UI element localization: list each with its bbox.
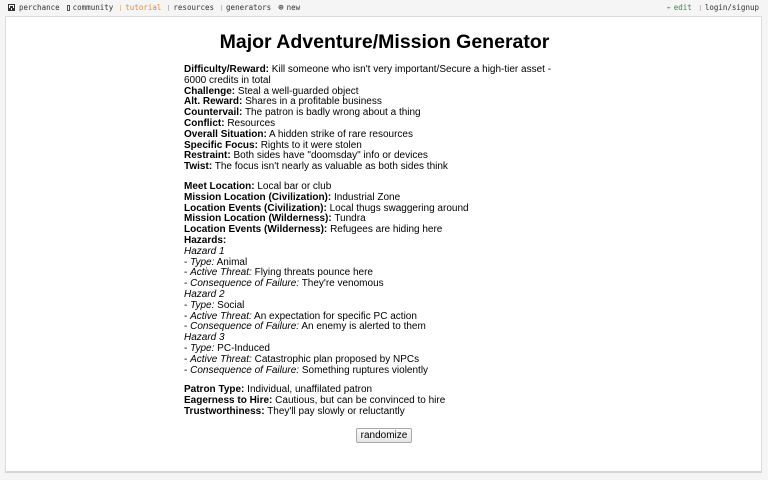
field-label: Mission Location (Civilization):: [184, 191, 332, 203]
field-value: Rights to it were stolen: [260, 139, 362, 151]
hazard-2: [184, 290, 568, 333]
hazard-threat-label: Active Threat:: [190, 353, 252, 365]
hazard-threat-value: Catastrophic plan proposed by NPCs: [254, 353, 420, 365]
hazard-type-value: PC-Induced: [217, 342, 270, 354]
field-label: Restraint:: [184, 150, 231, 162]
nav-new[interactable]: [278, 3, 300, 12]
hazard-consequence: [184, 366, 568, 377]
hazard-consequence-value: An enemy is alerted to them: [301, 321, 426, 333]
hazard-consequence-value: Something ruptures violently: [301, 364, 429, 376]
dash: -: [184, 364, 191, 376]
pencil-icon: ✏: [667, 3, 671, 11]
field-value: Resources: [227, 117, 276, 129]
hazard-title-text: Hazard 3: [184, 332, 225, 344]
field-twist: [184, 162, 568, 173]
dash: -: [184, 267, 191, 279]
field-label: Specific Focus:: [184, 139, 258, 151]
field-label: Eagerness to Hire:: [184, 395, 273, 407]
field-label: Trustworthiness:: [184, 405, 265, 417]
nav-login-signup[interactable]: [700, 3, 759, 12]
field-label: Conflict:: [184, 117, 225, 129]
field-label: Location Events (Wilderness):: [184, 224, 328, 236]
field-location-events-wild: [184, 225, 568, 236]
nav-community[interactable]: [67, 3, 114, 12]
dash: -: [184, 342, 191, 354]
tutorial-icon: [120, 5, 121, 11]
user-icon: [700, 5, 701, 11]
field-value: A hidden strike of rare resources: [269, 128, 413, 140]
dash: -: [184, 256, 191, 268]
field-label: Difficulty/Reward:: [184, 64, 270, 75]
resources-icon: [168, 5, 169, 11]
perchance-logo-icon: [8, 4, 15, 11]
field-value: Steal a well-guarded object: [237, 85, 359, 97]
generator-output: [184, 65, 568, 418]
nav-perchance[interactable]: [8, 3, 60, 12]
dash: -: [184, 299, 191, 311]
hazard-consequence: [184, 322, 568, 333]
field-label: Overall Situation:: [184, 128, 267, 140]
field-value: Shares in a profitable business: [245, 96, 382, 108]
nav-tutorial[interactable]: [120, 3, 161, 12]
hazard-title-text: Hazard 1: [184, 245, 225, 257]
hazard-threat-value: An expectation for specific PC action: [254, 310, 417, 322]
hazard-consequence: [184, 279, 568, 290]
randomize-button[interactable]: randomize: [356, 428, 412, 443]
field-value: Industrial Zone: [334, 191, 401, 203]
field-label: Challenge:: [184, 85, 236, 97]
nav-resources-label: resources: [173, 3, 215, 12]
hazard-type-label: Type:: [190, 342, 215, 354]
nav-generators[interactable]: [221, 3, 271, 12]
nav-tutorial-label: tutorial: [125, 3, 162, 12]
dash: -: [184, 353, 191, 365]
field-difficulty-reward: [184, 65, 568, 87]
nav-community-label: community: [72, 3, 114, 12]
hazard-type-label: Type:: [190, 299, 215, 311]
field-value: Both sides have "doomsday" info or devices: [233, 150, 428, 162]
field-value: Local thugs swaggering around: [329, 202, 469, 214]
hazard-title-text: Hazard 2: [184, 288, 225, 300]
field-value: The focus isn't nearly as valuable as both sides think: [214, 161, 448, 173]
community-icon: [67, 5, 70, 11]
top-nav-right: [659, 3, 759, 12]
field-label: Hazards:: [184, 234, 227, 246]
hazard-threat-value: Flying threats pounce here: [254, 267, 373, 279]
field-label: Twist:: [184, 161, 213, 173]
hazard-consequence-label: Consequence of Failure:: [190, 278, 300, 290]
hazard-type-value: Animal: [216, 256, 248, 268]
nav-generators-label: generators: [226, 3, 272, 12]
field-label: Patron Type:: [184, 384, 245, 396]
dash: -: [184, 278, 191, 290]
page-title: Major Adventure/Mission Generator: [219, 31, 550, 53]
nav-perchance-label: perchance: [19, 3, 60, 12]
field-label: Alt. Reward:: [184, 96, 243, 108]
hazards-heading: [184, 236, 568, 247]
top-nav-left: [8, 3, 307, 12]
field-value: Kill someone who isn't very important/Secure a high-tier asset - 6000 credits in total: [184, 64, 552, 86]
field-value: Local bar or club: [257, 180, 332, 192]
generator-output-panel: [5, 16, 762, 473]
nav-edit[interactable]: [667, 3, 692, 12]
hazard-threat-label: Active Threat:: [190, 310, 252, 322]
hazard-consequence-value: They're venomous: [301, 278, 384, 290]
dash: -: [184, 310, 191, 322]
hazard-consequence-label: Consequence of Failure:: [190, 364, 300, 376]
hazard-threat-label: Active Threat:: [190, 267, 252, 279]
hazard-type-value: Social: [217, 299, 245, 311]
nav-edit-label: edit: [673, 3, 692, 12]
plus-circle-icon: ⊕: [278, 2, 284, 13]
hazard-consequence-label: Consequence of Failure:: [190, 321, 300, 333]
generators-icon: [221, 5, 222, 11]
field-label: Mission Location (Wilderness):: [184, 213, 332, 225]
hazard-3: [184, 333, 568, 376]
dash: -: [184, 321, 191, 333]
field-label: Meet Location:: [184, 180, 255, 192]
nav-new-label: new: [286, 3, 301, 12]
field-value: Tundra: [334, 213, 366, 225]
field-label: Countervail:: [184, 107, 243, 119]
field-label: Location Events (Civilization):: [184, 202, 327, 214]
field-value: Individual, unaffilated patron: [247, 384, 373, 396]
field-value: The patron is badly wrong about a thing: [244, 107, 421, 119]
hazard-type-label: Type:: [190, 256, 215, 268]
field-value: Cautious, but can be convinced to hire: [275, 395, 446, 407]
field-value: Refugees are hiding here: [330, 224, 443, 236]
field-value: They'll pay slowly or reluctantly: [267, 405, 405, 417]
nav-login-label: login/signup: [704, 3, 759, 12]
top-nav-bar: [0, 0, 768, 16]
hazard-1: [184, 247, 568, 290]
nav-resources[interactable]: [168, 3, 214, 12]
field-trustworthiness: [184, 407, 568, 418]
